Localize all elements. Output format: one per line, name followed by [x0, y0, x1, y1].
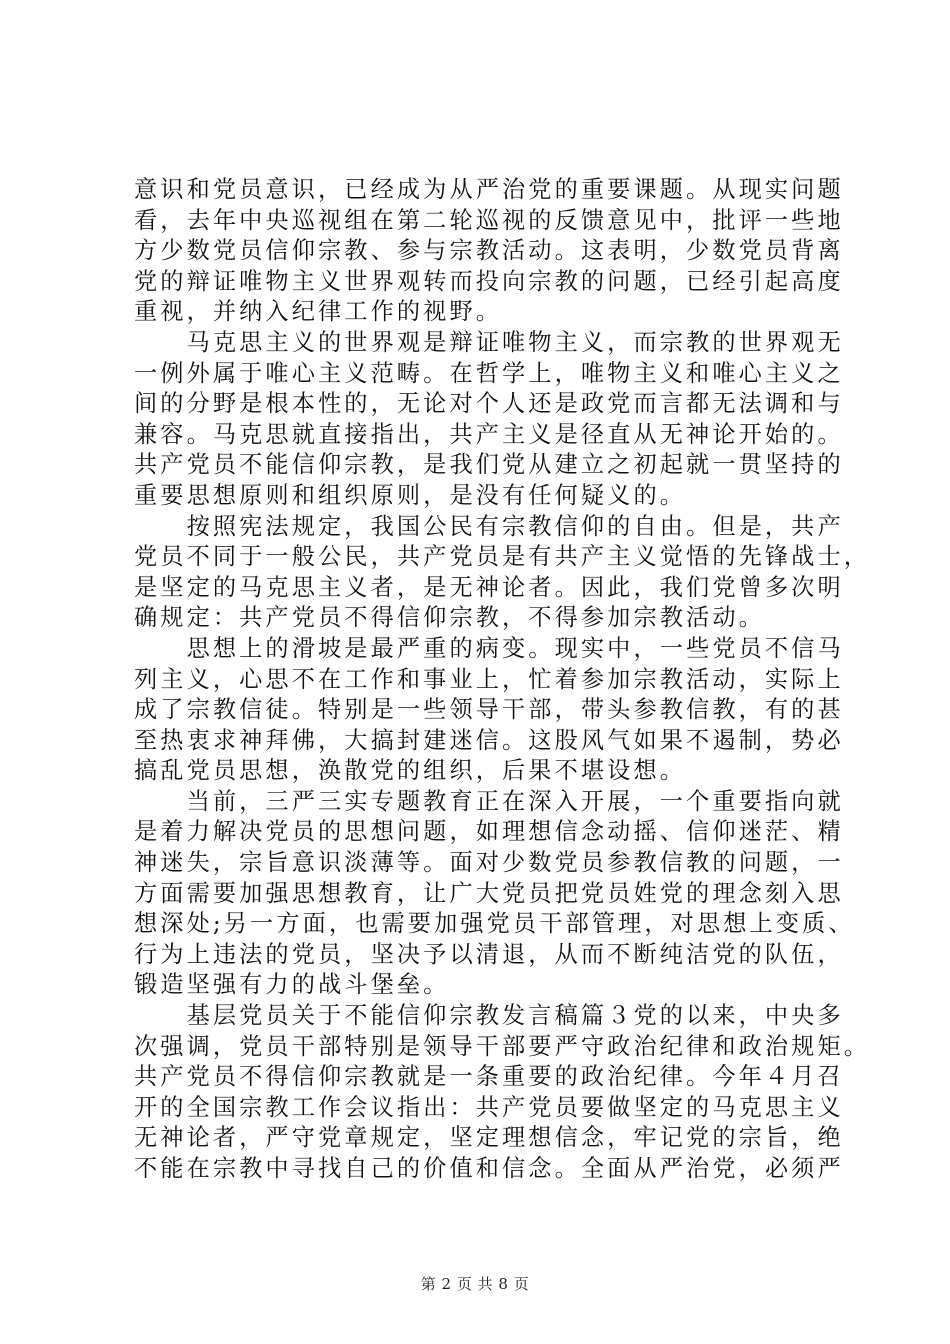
text-line: 确规定：共产党员不得信仰宗教，不得参加宗教活动。: [134, 604, 765, 632]
page-footer: 第 2 页 共 8 页: [420, 1275, 530, 1293]
text-line: 基层党员关于不能信仰宗教发言稿篇３党的以来，中央多: [134, 1002, 844, 1030]
text-line: 当前，三严三实专题教育正在深入开展，一个重要指向就: [134, 787, 844, 815]
text-line: 共产党员不能信仰宗教，是我们党从建立之初起就一贯坚持的: [134, 451, 844, 479]
text-line: 马克思主义的世界观是辩证唯物主义，而宗教的世界观无: [134, 328, 844, 356]
text-line: 方面需要加强思想教育，让广大党员把党员姓党的理念刻入思: [134, 879, 844, 907]
text-line: 共产党员不得信仰宗教就是一条重要的政治纪律。今年４月召: [134, 1063, 844, 1091]
text-line: 意识和党员意识，已经成为从严治党的重要课题。从现实问题: [134, 176, 844, 203]
text-line: 兼容。马克思就直接指出，共产主义是径直从无神论开始的。: [134, 420, 844, 448]
text-line: 是坚定的马克思主义者，是无神论者。因此，我们党曾多次明: [134, 573, 844, 601]
text-line: 党的辩证唯物主义世界观转而投向宗教的问题，已经引起高度: [134, 267, 844, 295]
text-line: 神迷失，宗旨意识淡薄等。面对少数党员参教信教的问题，一: [134, 849, 844, 877]
text-line: 行为上违法的党员，坚决予以清退，从而不断纯洁党的队伍，: [134, 940, 844, 968]
text-line: 是着力解决党员的思想问题，如理想信念动摇、信仰迷茫、精: [134, 818, 844, 846]
text-line: 至热衷求神拜佛，大搞封建迷信。这股风气如果不遏制，势必: [134, 726, 844, 754]
text-line: 不能在宗教中寻找自己的价值和信念。全面从严治党，必须严: [134, 1155, 844, 1182]
text-line: 间的分野是根本性的，无论对个人还是政党而言都无法调和与: [134, 390, 844, 418]
text-line: 看，去年中央巡视组在第二轮巡视的反馈意见中，批评一些地: [134, 206, 844, 234]
text-line: 党员不同于一般公民，共产党员是有共产主义觉悟的先锋战士，: [134, 543, 871, 571]
text-line: 成了宗教信徒。特别是一些领导干部，带头参教信教，有的甚: [134, 696, 844, 724]
text-line: 重视，并纳入纪律工作的视野。: [134, 298, 503, 326]
text-line: 思想上的滑坡是最严重的病变。现实中，一些党员不信马: [134, 634, 844, 662]
text-line: 想深处;另一方面，也需要加强党员干部管理，对思想上变质、: [134, 910, 855, 938]
text-line: 次强调，党员干部特别是领导干部要严守政治纪律和政治规矩。: [134, 1032, 871, 1060]
text-line: 无神论者，严守党章规定，坚定理想信念，牢记党的宗旨，绝: [134, 1124, 844, 1152]
text-line: 搞乱党员思想，涣散党的组织，后果不堪设想。: [134, 757, 687, 785]
document-body: [134, 175, 871, 1185]
text-line: 按照宪法规定，我国公民有宗教信仰的自由。但是，共产: [134, 512, 844, 540]
text-line: 锻造坚强有力的战斗堡垒。: [134, 971, 450, 999]
text-line: 开的全国宗教工作会议指出：共产党员要做坚定的马克思主义: [134, 1093, 844, 1121]
text-line: 重要思想原则和组织原则，是没有任何疑义的。: [134, 481, 687, 509]
text-line: 一例外属于唯心主义范畴。在哲学上，唯物主义和唯心主义之: [134, 359, 844, 387]
text-line: 列主义，心思不在工作和事业上，忙着参加宗教活动，实际上: [134, 665, 844, 693]
text-line: 方少数党员信仰宗教、参与宗教活动。这表明，少数党员背离: [134, 237, 844, 265]
